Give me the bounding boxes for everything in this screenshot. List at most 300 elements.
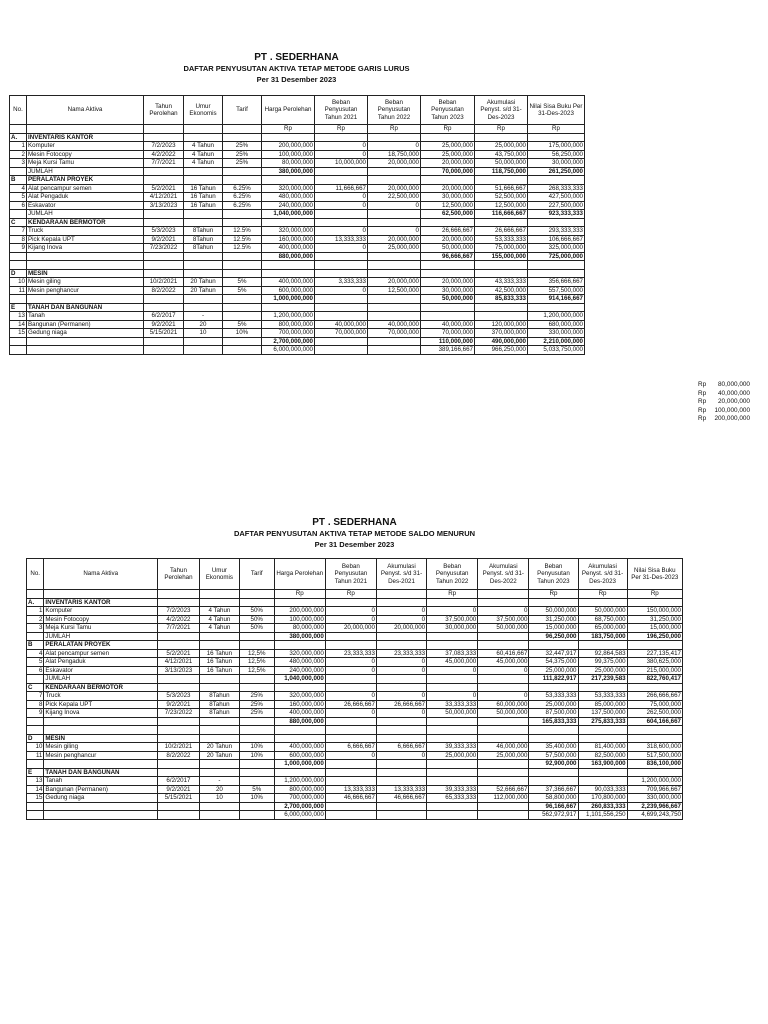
- table-cell: [376, 598, 426, 607]
- table-cell: [475, 176, 528, 185]
- table-cell: 2: [10, 150, 27, 159]
- table-cell: 5%: [223, 320, 262, 329]
- table-cell: 16 Tahun: [199, 658, 239, 667]
- table-row: [27, 743, 683, 752]
- table-cell: [44, 802, 158, 811]
- table-cell: 12,5%: [239, 658, 274, 667]
- table-cell: INVENTARIS KANTOR: [27, 133, 144, 142]
- table-cell: [10, 252, 27, 261]
- table-cell: 39,333,333: [427, 785, 478, 794]
- column-header: Akumulasi Penyst. s/d 31-Des-2021: [376, 559, 426, 590]
- table-cell: 6/2/2017: [157, 777, 199, 786]
- table-cell: 9/2/2021: [157, 700, 199, 709]
- table-cell: 96,666,667: [421, 252, 475, 261]
- table-cell: 26,666,667: [376, 700, 426, 709]
- table-cell: 20,000,000: [368, 159, 421, 168]
- sheet-garis-lurus: [9, 52, 584, 355]
- table-cell: 0: [376, 709, 426, 718]
- table-cell: 50,000,000: [578, 607, 627, 616]
- table-cell: Alat pencampur semen: [44, 649, 158, 658]
- table-cell: 10: [27, 743, 44, 752]
- table-cell: 16 Tahun: [184, 193, 223, 202]
- table-cell: 0: [315, 227, 368, 236]
- table-cell: 5/15/2021: [157, 794, 199, 803]
- table-cell: [199, 641, 239, 650]
- table-cell: [223, 346, 262, 355]
- table-cell: [262, 133, 315, 142]
- table-cell: 22,500,000: [368, 193, 421, 202]
- table-cell: 160,000,000: [262, 235, 315, 244]
- table-cell: [199, 675, 239, 684]
- table-cell: 9/2/2021: [144, 235, 184, 244]
- table-cell: [184, 295, 223, 304]
- table-cell: [427, 683, 478, 692]
- table-cell: [376, 802, 426, 811]
- table-cell: 2,700,000,000: [274, 802, 325, 811]
- table-cell: 0: [376, 666, 426, 675]
- table-cell: [368, 295, 421, 304]
- table-cell: 12,5%: [239, 666, 274, 675]
- column-header: Umur Ekonomis: [184, 96, 223, 125]
- table-cell: [368, 252, 421, 261]
- table-cell: B: [27, 641, 44, 650]
- table-cell: 356,666,667: [528, 278, 585, 287]
- table-cell: [315, 210, 368, 219]
- table-cell: 37,500,000: [427, 615, 478, 624]
- table-cell: Komputer: [44, 607, 158, 616]
- table-cell: 31,250,000: [627, 615, 682, 624]
- table-cell: 400,000,000: [262, 244, 315, 253]
- total-row: [10, 337, 585, 346]
- table-cell: 70,000,000: [421, 329, 475, 338]
- currency-label: Rp: [698, 389, 707, 397]
- table-cell: 1,200,000,000: [528, 312, 585, 321]
- table-cell: 0: [315, 201, 368, 210]
- table-cell: 1: [10, 142, 27, 151]
- table-cell: [528, 133, 585, 142]
- table-cell: 0: [376, 615, 426, 624]
- table-cell: [223, 252, 262, 261]
- table-cell: C: [27, 683, 44, 692]
- table-cell: 25%: [239, 709, 274, 718]
- table-cell: PERALATAN PROYEK: [44, 641, 158, 650]
- table-cell: [475, 303, 528, 312]
- table-cell: Tanah: [44, 777, 158, 786]
- table-cell: [427, 811, 478, 820]
- table-cell: 50,000,000: [421, 244, 475, 253]
- table-cell: [223, 295, 262, 304]
- side-note-value: 100,000,000: [714, 406, 750, 414]
- column-header: Harga Perolehan: [262, 96, 315, 125]
- table-cell: [239, 675, 274, 684]
- table-cell: 3/13/2023: [157, 666, 199, 675]
- table-cell: 100,000,000: [274, 615, 325, 624]
- column-header: Tahun Perolehan: [144, 96, 184, 125]
- side-notes: [698, 381, 750, 424]
- table-cell: 6: [27, 666, 44, 675]
- table-cell: 45,000,000: [427, 658, 478, 667]
- table-cell: 57,500,000: [529, 751, 578, 760]
- table-cell: [157, 598, 199, 607]
- table-cell: 20: [184, 320, 223, 329]
- table-cell: 96,250,000: [529, 632, 578, 641]
- table-cell: 320,000,000: [274, 692, 325, 701]
- unit-cell: Rp: [627, 590, 682, 599]
- table-cell: 5/2/2021: [144, 184, 184, 193]
- table-cell: [368, 312, 421, 321]
- table-cell: 8/2/2022: [144, 286, 184, 295]
- table-cell: 800,000,000: [262, 320, 315, 329]
- table-cell: 260,833,333: [578, 802, 627, 811]
- table-cell: 380,625,000: [627, 658, 682, 667]
- column-header: Harga Perolehan: [274, 559, 325, 590]
- table-cell: [368, 303, 421, 312]
- table-cell: Alat Pengaduk: [44, 658, 158, 667]
- table-cell: 227,500,000: [528, 201, 585, 210]
- table-cell: [368, 218, 421, 227]
- table-cell: 318,600,000: [627, 743, 682, 752]
- table-cell: 10: [184, 329, 223, 338]
- table-cell: [27, 337, 144, 346]
- table-row: [10, 193, 585, 202]
- table-cell: 1,000,000,000: [262, 295, 315, 304]
- table-cell: [157, 726, 199, 735]
- table-cell: MESIN: [27, 269, 144, 278]
- table-cell: [315, 133, 368, 142]
- table-cell: 150,000,000: [627, 607, 682, 616]
- table-cell: 227,135,417: [627, 649, 682, 658]
- table-cell: Alat pencampur semen: [27, 184, 144, 193]
- table-cell: 62,500,000: [421, 210, 475, 219]
- table-cell: [627, 734, 682, 743]
- table-cell: Pick Kepala UPT: [44, 700, 158, 709]
- table-cell: 4/2/2022: [157, 615, 199, 624]
- table-cell: C: [10, 218, 27, 227]
- table-cell: 56,250,000: [528, 150, 585, 159]
- table-cell: [325, 683, 376, 692]
- table-cell: [199, 760, 239, 769]
- table-cell: [478, 734, 529, 743]
- table-cell: 110,000,000: [421, 337, 475, 346]
- table-cell: [315, 252, 368, 261]
- table-cell: 10: [199, 794, 239, 803]
- table-cell: 4: [10, 184, 27, 193]
- table-cell: [239, 632, 274, 641]
- table-cell: [184, 176, 223, 185]
- table-cell: [475, 133, 528, 142]
- table-cell: [475, 218, 528, 227]
- table-cell: 87,500,000: [529, 709, 578, 718]
- table-cell: 6.25%: [223, 193, 262, 202]
- table-cell: Kijang Inova: [44, 709, 158, 718]
- table-cell: 12,5%: [239, 649, 274, 658]
- table-cell: [421, 312, 475, 321]
- table-cell: 46,666,667: [325, 794, 376, 803]
- table-cell: 4,699,243,750: [627, 811, 682, 820]
- table-cell: 40,000,000: [368, 320, 421, 329]
- table-cell: [10, 346, 27, 355]
- table-cell: [44, 717, 158, 726]
- table-cell: 0: [315, 244, 368, 253]
- table-cell: [144, 346, 184, 355]
- table-cell: 320,000,000: [274, 649, 325, 658]
- table-cell: 2,700,000,000: [262, 337, 315, 346]
- table-cell: 3,333,333: [315, 278, 368, 287]
- table-cell: [184, 346, 223, 355]
- table-cell: 725,000,000: [528, 252, 585, 261]
- table-unit-row: [10, 125, 585, 134]
- table-cell: 6,666,667: [376, 743, 426, 752]
- table-cell: 266,666,667: [627, 692, 682, 701]
- table-cell: 20 Tahun: [184, 286, 223, 295]
- table-row: [27, 751, 683, 760]
- column-header: Akumulasi Penyst. s/d 31-Des-2023: [578, 559, 627, 590]
- table-cell: Meja Kursi Tamu: [44, 624, 158, 633]
- unit-cell: Rp: [427, 590, 478, 599]
- table-cell: [44, 760, 158, 769]
- table-row: [10, 159, 585, 168]
- table-cell: [239, 598, 274, 607]
- table-cell: 1,040,000,000: [262, 210, 315, 219]
- column-header: Nilai Sisa Buku Per 31-Des-2023: [528, 96, 585, 125]
- table-cell: [27, 726, 44, 735]
- table-cell: [325, 768, 376, 777]
- table-cell: KENDARAAN BERMOTOR: [27, 218, 144, 227]
- table-cell: [223, 303, 262, 312]
- table-cell: [274, 683, 325, 692]
- table-cell: 50,000,000: [478, 624, 529, 633]
- table-cell: [325, 734, 376, 743]
- table-cell: 26,666,667: [325, 700, 376, 709]
- table-cell: [239, 768, 274, 777]
- table-cell: [427, 777, 478, 786]
- table-row: [27, 658, 683, 667]
- section-row: [10, 303, 585, 312]
- table-cell: 215,000,000: [627, 666, 682, 675]
- table-cell: [529, 734, 578, 743]
- table-cell: 43,333,333: [475, 278, 528, 287]
- table-cell: 30,000,000: [421, 193, 475, 202]
- table-cell: 20,000,000: [421, 278, 475, 287]
- table-cell: 30,000,000: [421, 286, 475, 295]
- table-cell: 0: [315, 193, 368, 202]
- table-cell: Gedung niaga: [44, 794, 158, 803]
- table-cell: 20,000,000: [421, 184, 475, 193]
- table-cell: 16 Tahun: [184, 201, 223, 210]
- table-cell: 45,000,000: [478, 658, 529, 667]
- table-cell: 0: [427, 666, 478, 675]
- table-cell: [427, 641, 478, 650]
- table-cell: [239, 734, 274, 743]
- table-cell: 0: [315, 286, 368, 295]
- table-cell: 389,166,667: [421, 346, 475, 355]
- table-cell: 680,000,000: [528, 320, 585, 329]
- table-cell: 10: [10, 278, 27, 287]
- table-cell: 9: [27, 709, 44, 718]
- table-row: [27, 700, 683, 709]
- section-row: [10, 218, 585, 227]
- table-cell: 7/7/2021: [144, 159, 184, 168]
- table-cell: 112,000,000: [478, 794, 529, 803]
- table-cell: 25%: [223, 159, 262, 168]
- table-cell: [376, 641, 426, 650]
- currency-label: Rp: [698, 398, 707, 406]
- table-row: [10, 142, 585, 151]
- table-cell: 0: [478, 692, 529, 701]
- table-cell: 92,864,583: [578, 649, 627, 658]
- table-cell: 8: [27, 700, 44, 709]
- table-cell: 5/3/2023: [157, 692, 199, 701]
- table-cell: [315, 346, 368, 355]
- table-cell: 50,000,000: [529, 607, 578, 616]
- table-cell: [157, 717, 199, 726]
- section-row: [10, 133, 585, 142]
- table-cell: 8Tahun: [184, 244, 223, 253]
- table-row: [10, 227, 585, 236]
- table-cell: 0: [325, 751, 376, 760]
- table-cell: 60,416,667: [478, 649, 529, 658]
- table-cell: 13: [10, 312, 27, 321]
- table-cell: 9/2/2021: [144, 320, 184, 329]
- table-cell: 3: [27, 624, 44, 633]
- table-row: [27, 777, 683, 786]
- table-cell: [315, 337, 368, 346]
- table-cell: 25%: [223, 150, 262, 159]
- table-cell: [478, 717, 529, 726]
- column-header: Beban Penyusutan Tahun 2021: [325, 559, 376, 590]
- unit-cell: [376, 590, 426, 599]
- table-cell: [239, 726, 274, 735]
- column-header: Umur Ekonomis: [199, 559, 239, 590]
- side-note-line: [698, 381, 750, 390]
- table-cell: [157, 760, 199, 769]
- table-cell: 14: [27, 785, 44, 794]
- table-cell: 5: [10, 193, 27, 202]
- section-row: [27, 734, 683, 743]
- table-cell: [239, 760, 274, 769]
- table-cell: Bangunan (Permanen): [44, 785, 158, 794]
- table-cell: [27, 252, 144, 261]
- table-cell: [315, 303, 368, 312]
- table-cell: 490,000,000: [475, 337, 528, 346]
- unit-cell: [223, 125, 262, 134]
- table-cell: [578, 726, 627, 735]
- table-cell: 293,333,333: [528, 227, 585, 236]
- table-cell: [627, 768, 682, 777]
- table-cell: B: [10, 176, 27, 185]
- currency-label: Rp: [698, 406, 707, 414]
- table-cell: 0: [325, 658, 376, 667]
- table-cell: 39,333,333: [427, 743, 478, 752]
- table-row: [27, 666, 683, 675]
- table-cell: Mesin penghancur: [44, 751, 158, 760]
- table-cell: [223, 167, 262, 176]
- table-cell: 8Tahun: [199, 692, 239, 701]
- table-cell: [157, 768, 199, 777]
- table-row: [10, 261, 585, 270]
- table-cell: 380,000,000: [262, 167, 315, 176]
- table-cell: 20,000,000: [325, 624, 376, 633]
- table-cell: [627, 641, 682, 650]
- column-header: Beban Penyusutan Tahun 2023: [421, 96, 475, 125]
- table-cell: 6,000,000,000: [262, 346, 315, 355]
- table-cell: [475, 269, 528, 278]
- table-cell: 0: [315, 142, 368, 151]
- table-cell: 0: [478, 666, 529, 675]
- column-header: Beban Penyusutan Tahun 2022: [368, 96, 421, 125]
- table-cell: [478, 641, 529, 650]
- table-cell: [376, 768, 426, 777]
- table-cell: 80,000,000: [262, 159, 315, 168]
- unit-cell: [157, 590, 199, 599]
- table-cell: 50,000,000: [421, 295, 475, 304]
- table-cell: 8Tahun: [199, 709, 239, 718]
- table-cell: 6/2/2017: [144, 312, 184, 321]
- table-cell: [529, 683, 578, 692]
- table-cell: 7: [10, 227, 27, 236]
- table-cell: 5/3/2023: [144, 227, 184, 236]
- table-cell: 165,833,333: [529, 717, 578, 726]
- table-cell: [239, 777, 274, 786]
- table-cell: 170,800,000: [578, 794, 627, 803]
- side-note-line: [698, 415, 750, 424]
- table-cell: Mesin Fotocopy: [27, 150, 144, 159]
- table-cell: 0: [368, 142, 421, 151]
- unit-cell: [199, 590, 239, 599]
- table-cell: 200,000,000: [274, 607, 325, 616]
- table-cell: [627, 726, 682, 735]
- table-cell: 116,666,667: [475, 210, 528, 219]
- table-cell: [144, 269, 184, 278]
- table-cell: [528, 176, 585, 185]
- table-cell: 25%: [239, 700, 274, 709]
- table-cell: 0: [325, 615, 376, 624]
- table-row: [10, 184, 585, 193]
- table-cell: 160,000,000: [274, 700, 325, 709]
- table-cell: E: [27, 768, 44, 777]
- table-cell: [578, 683, 627, 692]
- table-cell: 262,500,000: [627, 709, 682, 718]
- table-cell: [315, 261, 368, 270]
- table-cell: [325, 632, 376, 641]
- section-row: [27, 768, 683, 777]
- table-cell: [578, 734, 627, 743]
- section-row: [10, 176, 585, 185]
- table-cell: 4 Tahun: [199, 624, 239, 633]
- table-cell: 6: [10, 201, 27, 210]
- table-cell: 15: [27, 794, 44, 803]
- table-cell: 8Tahun: [184, 227, 223, 236]
- table-cell: 32,447,917: [529, 649, 578, 658]
- table-cell: [262, 269, 315, 278]
- table-cell: KENDARAAN BERMOTOR: [44, 683, 158, 692]
- table-cell: [239, 811, 274, 820]
- table-cell: 53,333,333: [529, 692, 578, 701]
- sheet1-subtitle: DAFTAR PENYUSUTAN AKTIVA TETAP METODE GARIS LURUS: [183, 64, 410, 73]
- unit-cell: Rp: [475, 125, 528, 134]
- depreciation-table-declining-balance: [26, 558, 683, 820]
- table-cell: [274, 726, 325, 735]
- table-cell: 58,800,000: [529, 794, 578, 803]
- table-row: [10, 278, 585, 287]
- total-row: [27, 717, 683, 726]
- table-cell: [478, 760, 529, 769]
- unit-cell: Rp: [325, 590, 376, 599]
- table-cell: 31,250,000: [529, 615, 578, 624]
- column-header: Tahun Perolehan: [157, 559, 199, 590]
- unit-cell: Rp: [578, 590, 627, 599]
- sheet2-date: Per 31 Desember 2023: [314, 540, 395, 549]
